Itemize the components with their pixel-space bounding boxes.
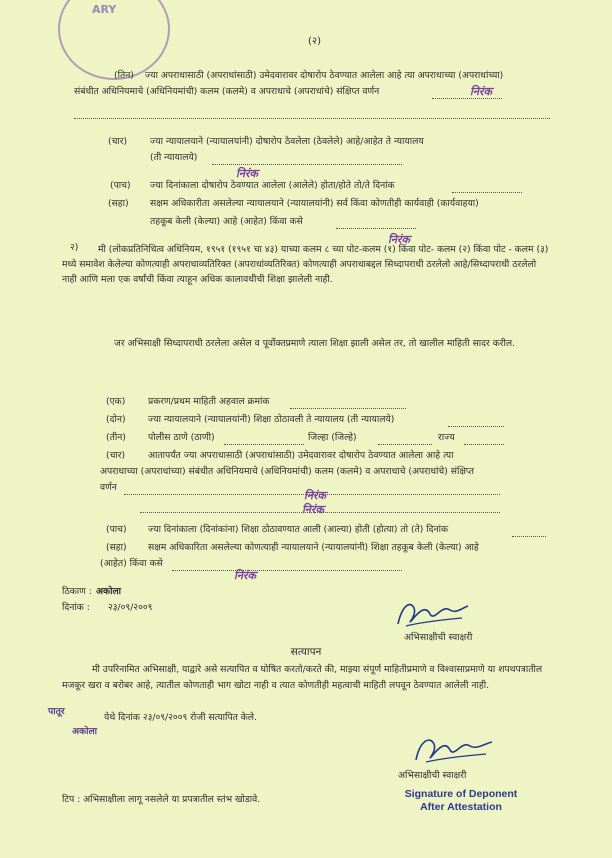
sec2-char-text: आतापर्यंत ज्या अपराधासाठी (अपराधांसाठी) उमेदवारावर दोषारोप ठेवण्यात आलेला आहे त्या <box>148 450 454 461</box>
sec2-teen-blank-a <box>224 444 304 445</box>
sec2-char-text3: वर्णन <box>100 482 117 493</box>
sec2-saha-text: सक्षम अधिकारिता असलेल्या कोणत्याही न्यायालयाने (न्यायालयांनी) शिक्षा तहकूब केली (केल्या) आहे <box>148 542 479 553</box>
deponent-line2: After Attestation <box>420 801 502 813</box>
sec1-pach-blank <box>452 192 522 193</box>
sec2-ek-text: प्रकरण/प्रथम माहिती अहवाल क्रमांक <box>148 396 270 407</box>
sec2-don-blank <box>448 426 504 427</box>
signature-2 <box>410 730 496 768</box>
sec2-ek-label: (एक) <box>106 396 126 407</box>
para2-text: मी (लोकप्रतिनिधित्व अधिनियम, १९५१ (१९५१ चा ४३) याच्या कलम ८ च्या पोट-कलम (१) किंवा पोट- कलम (२) किंवा पोट - कलम (३) मध्ये समावेश केलेल्या कोणत्याही अपराधाव्यतिरिक्त (अपराधांव्यतिरिक्त) कोणत्याही अपराधाबद्दल सिध्दापराधी ठरलेलो आहे/सिध्दापराधी ठरलेलो नाही आणि मला एक वर्षांची किंवा त्याहून अधिक कालावधीची शिक्षा झालेली नाही. <box>62 244 549 285</box>
sec2-teen-a: पोलीस ठाणे (ठाणी) <box>148 432 215 443</box>
handwritten-nirank-6: निरंक <box>234 569 256 582</box>
signature-1 <box>392 596 472 632</box>
sec1-char-label: (चार) <box>108 136 128 147</box>
sec1-teen-text2: संबंधीत अधिनियमाचे (अधिनियमांची) कलम (कलमे) व अपराधाचे (अपराधांचे) संक्षिप्त वर्णन <box>74 86 380 97</box>
sec2-saha-label: (सहा) <box>106 542 127 553</box>
verification-place-hand: पातूर <box>48 706 65 717</box>
date1-value: २३/०९/२००९ <box>108 602 153 613</box>
sec2-don-label: (दोन) <box>106 414 126 425</box>
signature2-label: अभिसाक्षीची स्वाक्षरी <box>398 770 467 781</box>
sec1-saha-text: सक्षम अधिकारीता असलेल्या न्यायालयाने (न्यायालयांनी) सर्व किंवा कोणतीही कार्यवाही (कार्यवाहया) <box>150 198 479 209</box>
para3-text: जर अभिसाक्षी सिध्दापराधी ठरलेला असेल व पूर्वोक्तप्रमाणे त्याला शिक्षा झाली असेल तर, तो खालील माहिती सादर करील. <box>114 338 516 349</box>
deponent-signature-label <box>398 788 524 814</box>
sec2-char-text2: अपराधाच्या (अपराधांच्या) संबंधीत अधिनियमाचे (अधिनियमांची) कलम (कलमे) व अपराधाचे (अपराधांचे) संक्षिप्त <box>100 466 475 477</box>
page-number: (२) <box>308 36 322 47</box>
place-label: ठिकाण : <box>62 586 92 597</box>
sec2-pach-blank <box>512 536 546 537</box>
place-value: अकोला <box>96 586 122 597</box>
sec1-char-blank <box>212 164 402 165</box>
sec2-don-text: ज्या न्यायालयाने (न्यायालयांनी) शिक्षा ठोठावली ते न्यायालय (ती न्यायालये) <box>148 414 395 425</box>
handwritten-nirank-5: निरंक <box>302 503 324 516</box>
verification-title: सत्यापन <box>290 646 322 658</box>
sec2-teen-c: राज्य <box>438 432 455 443</box>
verification-place-hand2: अकोला <box>72 726 98 737</box>
sec1-pach-text: ज्या दिनांकाला दोषारोप ठेवण्यात आलेला (आलेले) होता/होते तो/ते दिनांक <box>150 180 395 191</box>
verification-place-line: येथे दिनांक २३/०९/२००९ रोजी सत्यापित केले. <box>104 712 257 723</box>
sec2-saha-text2: (आहेत) किंवा कसे <box>100 558 163 569</box>
stamp-text: ARY <box>92 3 117 16</box>
handwritten-nirank-1: निरंक <box>470 85 492 98</box>
handwritten-nirank-4: निरंक <box>304 489 326 502</box>
signature1-label: अभिसाक्षीची स्वाक्षरी <box>404 632 473 643</box>
handwritten-nirank-3: निरंक <box>388 233 410 246</box>
para2-number: २) <box>70 242 79 253</box>
sec1-char-text: ज्या न्यायालयाने (न्यायालयांनी) दोषारोप ठेवलेला (ठेवलेले) आहे/आहेत ते न्यायालय <box>150 136 424 147</box>
sec1-saha-text2: तहकूब केली (केल्या) आहे (आहेत) किंवा कसे <box>150 216 303 227</box>
sec1-saha-label: (सहा) <box>108 198 129 209</box>
sec1-pach-label: (पाच) <box>110 180 131 191</box>
sec2-char-label: (चार) <box>106 450 126 461</box>
sec1-teen-blank-2 <box>74 118 550 119</box>
sec1-teen-label: (तिन) <box>114 70 134 81</box>
sec2-ek-blank <box>290 408 406 409</box>
date1-label: दिनांक : <box>62 602 90 613</box>
verification-text: मी उपरिनामित अभिसाक्षी, याद्वारे असे सत्यापित व घोषित करतो/करते की, माझ्या संपूर्ण माहितीप्रमाणे व विश्वासाप्रमाणे या शपथपत्रातील मजकूर खरा व बरोबर आहे, त्यातील कोणताही भाग खोटा नाही व त्यात कोणतीही महत्वाची माहिती लपवून ठेवण्यात आलेली नाही. <box>62 664 543 691</box>
sec2-teen-blank-b <box>378 444 432 445</box>
footnote: टिप : अभिसाक्षीला लागू नसलेले या प्रपत्रातील स्तंभ खोडावे. <box>62 794 261 805</box>
sec1-saha-blank <box>336 228 416 229</box>
sec2-teen-label: (तीन) <box>106 432 126 443</box>
sec2-teen-blank-c <box>464 444 504 445</box>
sec2-pach-label: (पाच) <box>106 524 127 535</box>
sec2-pach-text: ज्या दिनांकाला (दिनांकांना) शिक्षा ठोठावण्यात आली (आल्या) होती (होत्या) तो (ते) दिनांक <box>148 524 449 535</box>
sec1-char-text2: (ती न्यायालये) <box>150 152 198 163</box>
sec2-saha-blank <box>172 570 402 571</box>
sec1-teen-text: ज्या अपराधासाठी (अपराधांसाठी) उमेदवारावर दोषारोप ठेवण्यात आलेला आहे त्या अपराधाच्या (अपराधांच्या) <box>145 70 504 81</box>
handwritten-nirank-2: निरंक <box>236 167 258 180</box>
sec2-teen-b: जिल्हा (जिल्हे) <box>308 432 357 443</box>
deponent-line1: Signature of Deponent <box>404 788 518 800</box>
